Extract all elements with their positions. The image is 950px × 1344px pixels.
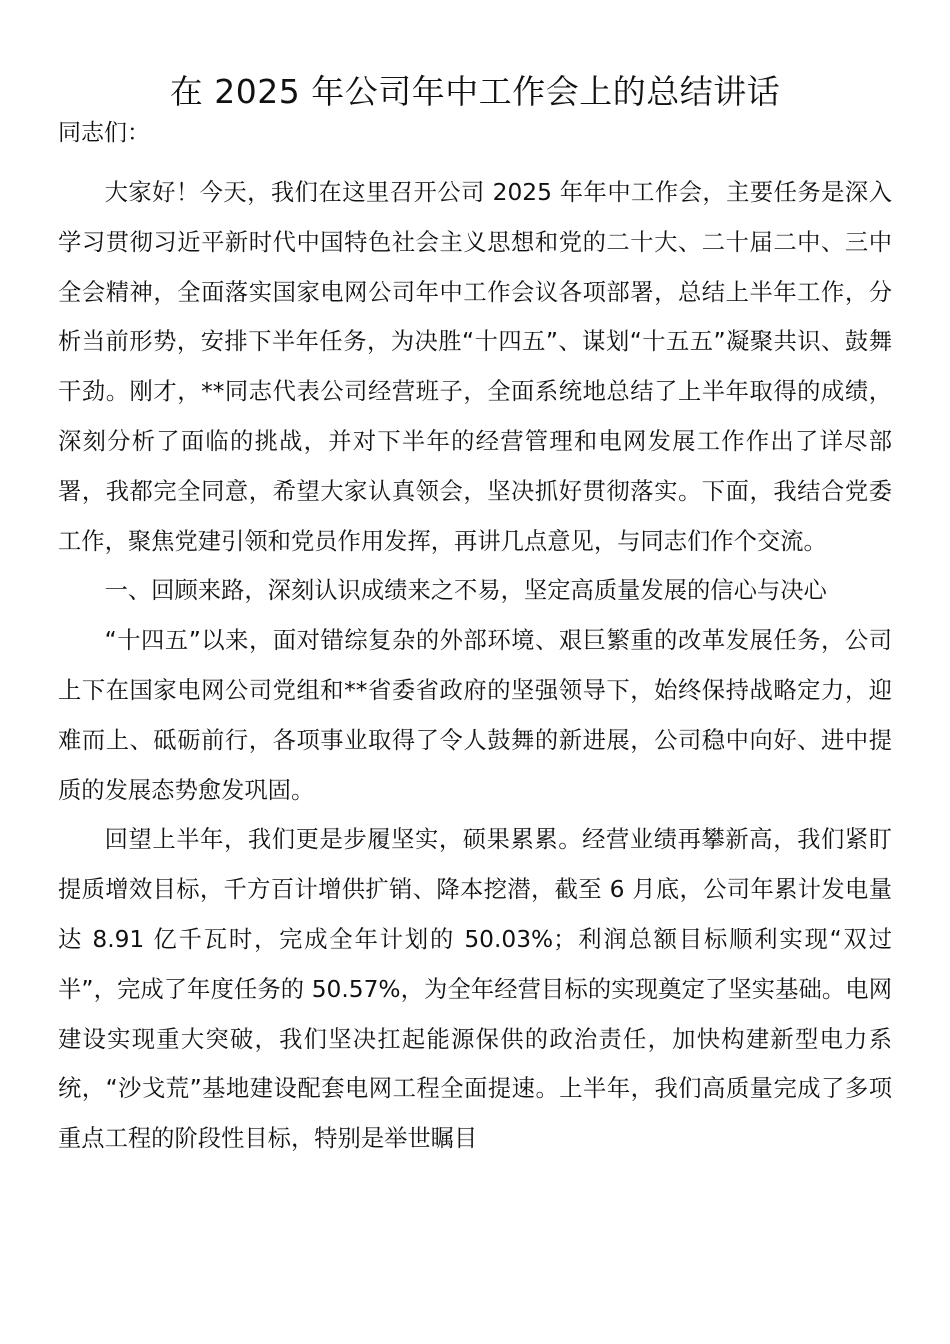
salutation: 同志们： — [58, 120, 150, 146]
section-heading-1: 一、回顾来路，深刻认识成绩来之不易，坚定高质量发展的信心与决心 — [104, 577, 827, 605]
document-page — [58, 66, 892, 1164]
paragraph-half-year: 回望上半年，我们更是步履坚实，硕果累累。经营业绩再攀新高，我们紧盯提质增效目标，千方百计增供扩销、降本挖潜，截至 6 月底，公司年累计发电量达 8.91 亿千瓦时，完成全年计划的 50.03%；利润总额目标顺利实现“双过半”，完成了年度任务的 50.57%，为全年经营目标的实现奠定了坚实基础。电网建设实现重大突破，我们坚决扛起能源保供的政治责任，加快构建新型电力系统，“沙戈荒”基地建设配套电网工程全面提速。上半年，我们高质量完成了多项重点工程的阶段性目标，特别是举世瞩目 — [58, 826, 892, 1153]
document-title: 在 2025 年公司年中工作会上的总结讲话 — [169, 72, 781, 111]
paragraph-opening: 大家好！今天，我们在这里召开公司 2025 年年中工作会，主要任务是深入学习贯彻习近平新时代中国特色社会主义思想和党的二十大、二十届二中、三中全会精神，全面落实国家电网公司年中工作会议各项部署，总结上半年工作，分析当前形势，安排下半年任务，为决胜“十四五”、谋划“十五五”凝聚共识、鼓舞干劲。刚才，**同志代表公司经营班子，全面系统地总结了上半年取得的成绩，深刻分析了面临的挑战，并对下半年的经营管理和电网发展工作作出了详尽部署，我都完全同意，希望大家认真领会，坚决抓好贯彻落实。下面，我结合党委工作，聚焦党建引领和党员作用发挥，再讲几点意见，与同志们作个交流。 — [58, 179, 892, 555]
paragraph-review: “十四五”以来，面对错综复杂的外部环境、艰巨繁重的改革发展任务，公司上下在国家电网公司党组和**省委省政府的坚强领导下，始终保持战略定力，迎难而上、砥砺前行，各项事业取得了令人鼓舞的新进展，公司稳中向好、进中提质的发展态势愈发巩固。 — [58, 627, 892, 804]
